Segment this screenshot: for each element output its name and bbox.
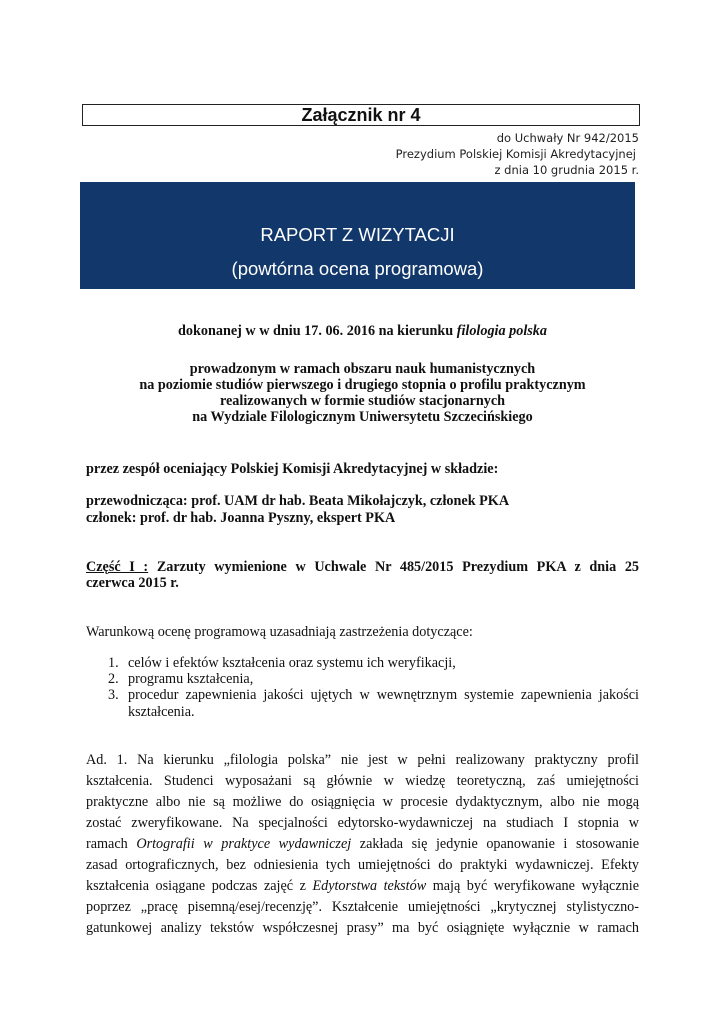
team-member: członek: prof. dr hab. Joanna Pyszny, ekspert PKA xyxy=(86,510,396,526)
visit-line xyxy=(0,323,725,340)
ad1-text: mają być weryfikowane wyłącznie xyxy=(432,878,639,894)
list-number: 2. xyxy=(108,671,119,687)
program-line-1: prowadzonym w ramach obszaru nauk humanistycznych xyxy=(189,361,536,377)
report-banner xyxy=(80,182,635,289)
ad1-text: zakłada się jedynie opanowanie i stosowanie xyxy=(359,836,639,852)
resolution-date: z dnia 10 grudnia 2015 r. xyxy=(494,163,639,177)
report-title: RAPORT Z WIZYTACJI xyxy=(260,224,455,245)
list-number: 3. xyxy=(108,687,119,703)
resolution-reference: do Uchwały Nr 942/2015 xyxy=(496,131,639,145)
presidium-reference: Prezydium Polskiej Komisji Akredytacyjnej xyxy=(395,147,636,161)
part1-label: Część I : xyxy=(86,559,149,575)
ad1-line xyxy=(86,836,639,853)
ad1-line xyxy=(86,878,639,895)
list-item-1: celów i efektów kształcenia oraz systemu ich weryfikacji, xyxy=(128,655,456,671)
team-intro: przez zespół oceniający Polskiej Komisji Akredytacyjnej w składzie: xyxy=(86,461,499,477)
annex-title: Załącznik nr 4 xyxy=(82,104,640,126)
list-item-2: programu kształcenia, xyxy=(128,671,254,687)
part1-heading xyxy=(86,559,639,576)
ad1-line: poprzez „pracę pisemną/esej/recenzję”. Kształcenie umiejętności „krytycznej stylistyczno- xyxy=(86,899,639,915)
part1-heading-line2: czerwca 2015 r. xyxy=(86,575,179,591)
list-item-3-cont: kształcenia. xyxy=(128,704,195,720)
course-title: Edytorstwa tekstów xyxy=(312,878,427,894)
ad1-line: zasad ortograficznych, bez odniesienia tych umiejętności do praktyki wydawniczej. Efekty xyxy=(86,857,639,873)
ad1-line: kształcenia. Studenci wyposażani są głównie w wiedzę teoretyczną, zaś umiejętności xyxy=(86,773,639,789)
ad1-line: praktyczne albo nie są możliwe do osiągnięcia w procesie dydaktycznym, albo nie mogą xyxy=(86,794,639,810)
program-line-2: na poziomie studiów pierwszego i drugiego stopnia o profilu praktycznym xyxy=(139,377,586,393)
report-subtitle: (powtórna ocena programowa) xyxy=(231,258,484,279)
field-of-study: filologia polska xyxy=(456,323,547,339)
conditional-intro: Warunkową ocenę programową uzasadniają zastrzeżenia dotyczące: xyxy=(86,624,473,640)
course-title: Ortografii w praktyce wydawniczej xyxy=(136,836,352,852)
ad1-line: zostać zweryfikowane. Na specjalności edytorsko-wydawniczej na studiach I stopnia w xyxy=(86,815,639,831)
team-chair: przewodnicząca: prof. UAM dr hab. Beata Mikołajczyk, członek PKA xyxy=(86,493,510,509)
part1-heading-line1: Zarzuty wymienione w Uchwale Nr 485/2015 Prezydium PKA z dnia 25 xyxy=(156,559,640,575)
ad1-text: ramach xyxy=(86,836,128,852)
program-line-3: realizowanych w formie studiów stacjonarnych xyxy=(219,393,506,409)
ad1-line: gatunkowej analizy tekstów współczesnej prasy” ma być osiągnięte wyłącznie w ramach xyxy=(86,920,639,936)
ad1-text: kształcenia osiągane podczas zajęć z xyxy=(86,878,306,894)
program-line-4: na Wydziale Filologicznym Uniwersytetu Szczecińskiego xyxy=(192,409,533,425)
visit-prefix: dokonanej w w dniu 17. 06. 2016 na kierunku xyxy=(178,323,454,339)
list-item-3: procedur zapewnienia jakości ujętych w wewnętrznym systemie zapewnienia jakości xyxy=(128,687,639,703)
list-number: 1. xyxy=(108,655,119,671)
ad1-line: Ad. 1. Na kierunku „filologia polska” nie jest w pełni realizowany praktyczny profil xyxy=(86,752,639,768)
